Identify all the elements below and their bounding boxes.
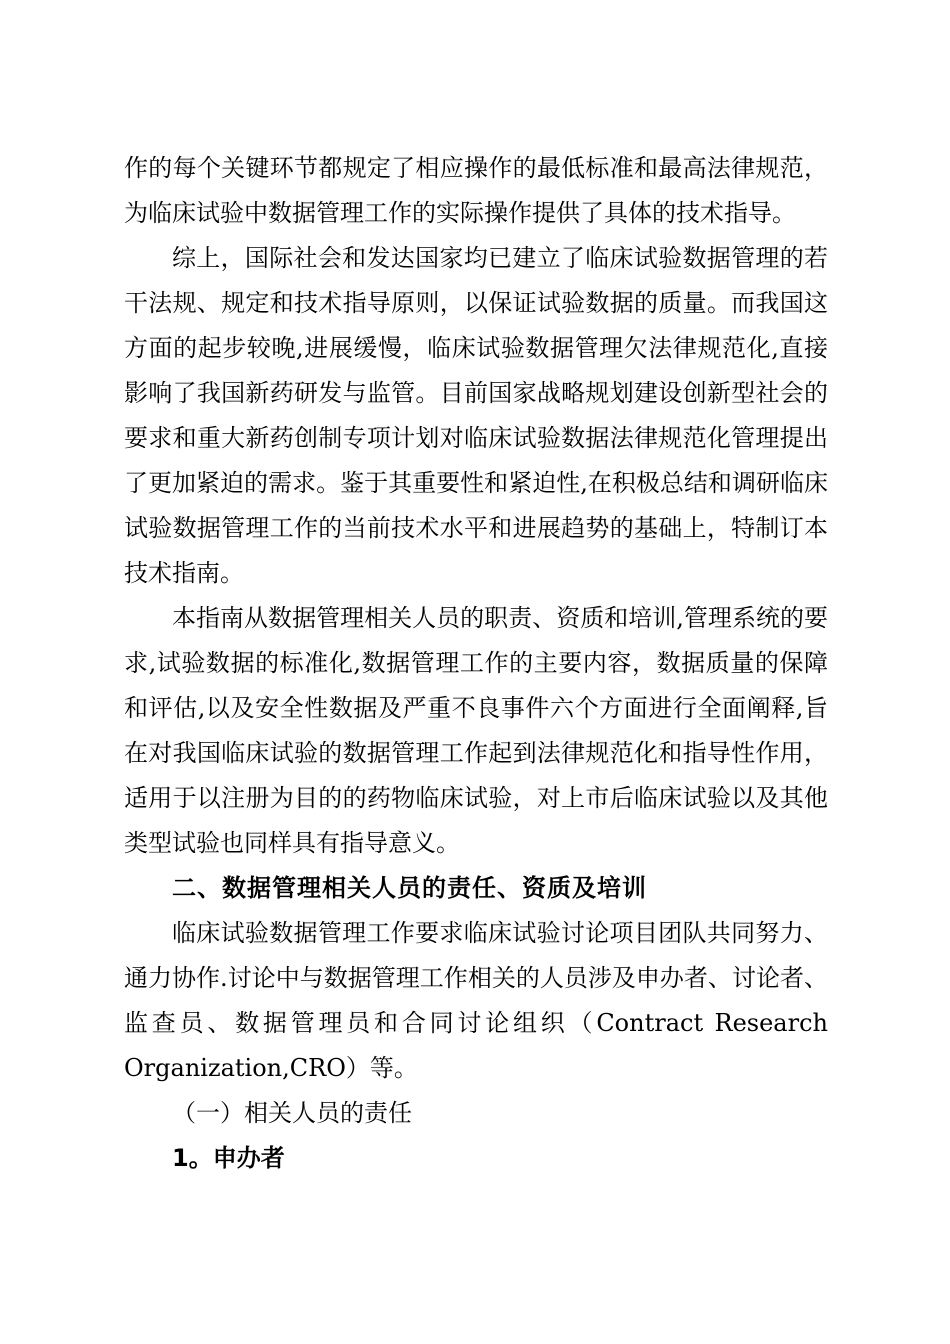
paragraph-summary: 综上，国际社会和发达国家均已建立了临床试验数据管理的若干法规、规定和技术指导原则，以保证试验数据的质量。而我国这方面的起步较晚,进展缓慢，临床试验数据管理欠法律规范化,直接影响了我国新药研发与监管。目前国家战略规划建设创新型社会的要求和重大新药创制专项计划对临床试验数据法律规范化管理提出了更加紧迫的需求。鉴于其重要性和紧迫性,在积极总结和调研临床试验数据管理工作的当前技术水平和进展趋势的基础上，特制订本技术指南。 [124,244,828,587]
section-paragraph: 临床试验数据管理工作要求临床试验讨论项目团队共同努力、通力协作.讨论中与数据管理工作相关的人员涉及申办者、讨论者、监查员、数据管理员和合同讨论组织（Contract Research Organization,CRO）等。 [124,919,828,1082]
document-page [124,146,828,1181]
paragraph-continuation: 作的每个关键环节都规定了相应操作的最低标准和最高法律规范，为临床试验中数据管理工作的实际操作提供了具体的技术指导。 [124,154,828,227]
paragraph-scope: 本指南从数据管理相关人员的职责、资质和培训,管理系统的要求,试验数据的标准化,数据管理工作的主要内容，数据质量的保障和评估,以及安全性数据及严重不良事件六个方面进行全面阐释,旨在对我国临床试验的数据管理工作起到法律规范化和指导性作用，适用于以注册为目的的药物临床试验，对上市后临床试验以及其他类型试验也同样具有指导意义。 [124,604,828,857]
subsubsection-heading: 1。申办者 [172,1144,285,1172]
section-heading: 二、数据管理相关人员的责任、资质及培训 [172,874,647,902]
subsection-heading: （一）相关人员的责任 [172,1099,412,1127]
